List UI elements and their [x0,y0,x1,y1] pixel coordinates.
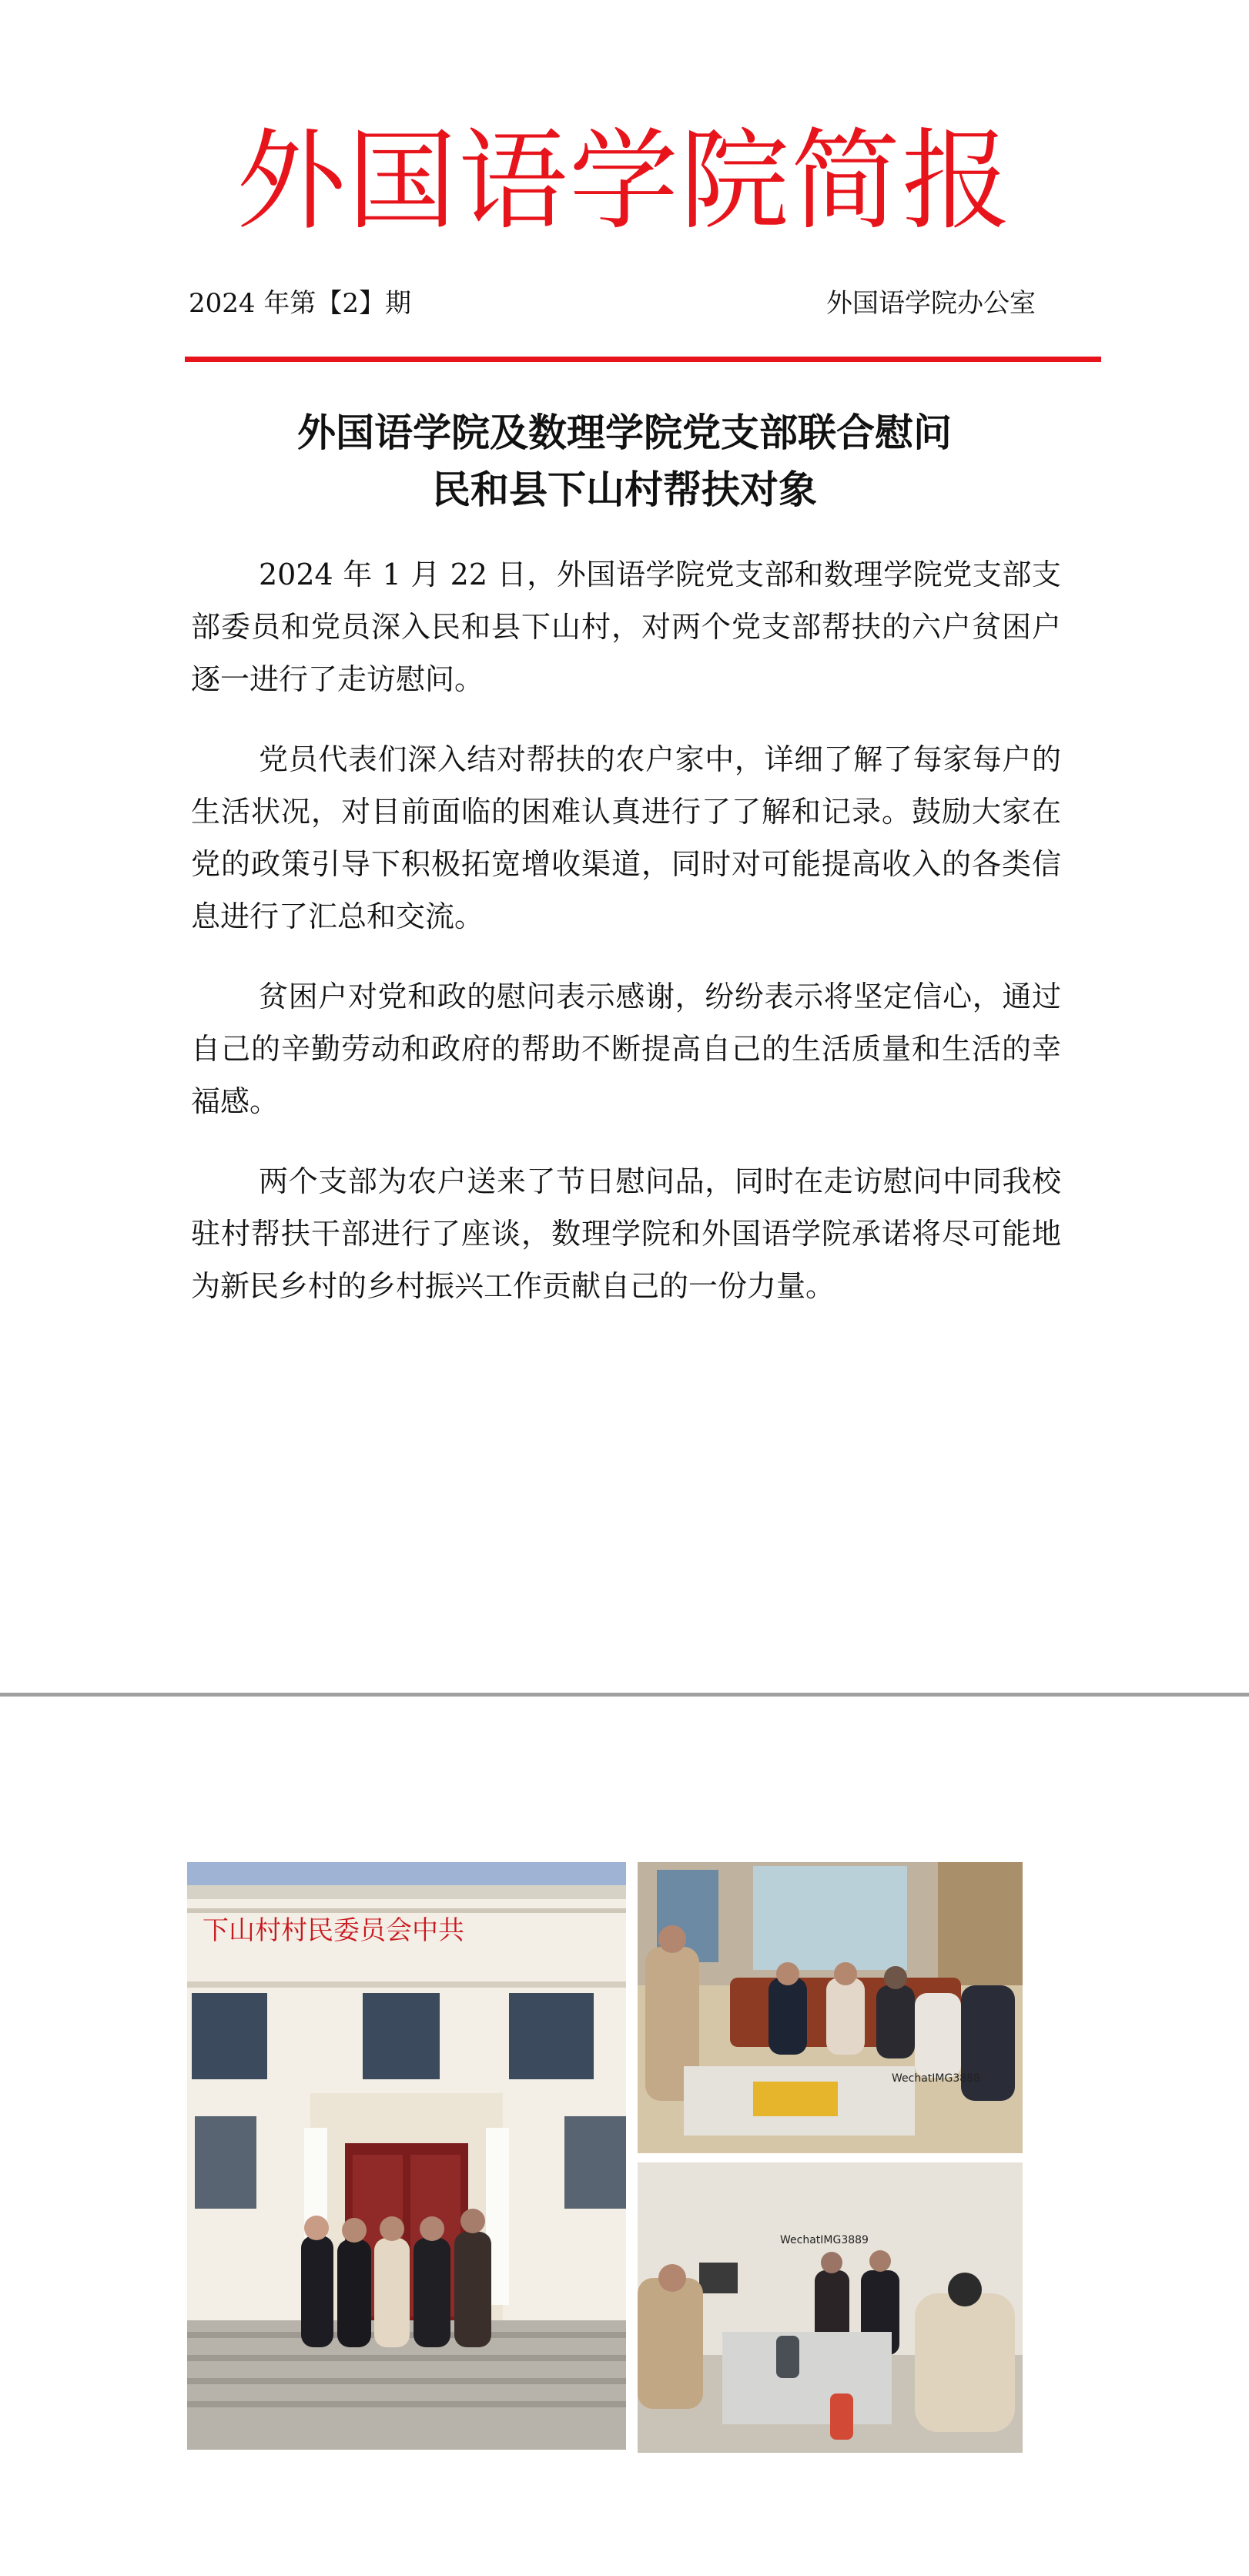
issue-number: 2024 年第【2】期 [189,288,411,319]
article-paragraph: 两个支部为农户送来了节日慰问品，同时在走访慰问中同我校驻村帮扶干部进行了座谈，数理学院和外国语学院承诺将尽可能地为新民乡村的乡村振兴工作贡献自己的一份力量。 [191,1164,1061,1303]
photo-watermark-2: WechatIMG3889 [780,2234,869,2246]
article-body [191,548,1061,1340]
article-title [185,404,1064,518]
building-sign-text: 下山村村民委员会中共 [203,1915,464,1946]
article-title-line2: 民和县下山村帮扶对象 [432,467,817,512]
bulletin-masthead: 外国语学院简报 [236,118,1013,245]
photo-watermark: WechatIMG3888 [892,2072,980,2085]
home-visit-photo [638,1862,1023,2153]
red-divider [185,357,1101,362]
article-paragraph: 贫困户对党和政的慰问表示感谢，纷纷表示将坚定信心，通过自己的辛勤劳动和政府的帮助不断提高自己的生活质量和生活的幸福感。 [191,980,1061,1118]
page-break [0,1693,1249,1697]
article-paragraph: 党员代表们深入结对帮扶的农户家中，详细了解了每家每户的生活状况，对目前面临的困难认真进行了了解和记录。鼓励大家在党的政策引导下积极拓宽增收渠道，同时对可能提高收入的各类信息进行了汇总和交流。 [191,742,1061,933]
article-paragraph: 2024 年 1 月 22 日，外国语学院党支部和数理学院党支部支部委员和党员深入民和县下山村，对两个党支部帮扶的六户贫困户逐一进行了走访慰问。 [191,558,1061,696]
village-office-photo [187,1862,626,2450]
article-title-line1: 外国语学院及数理学院党支部联合慰问 [297,410,952,455]
issuing-office: 外国语学院办公室 [826,288,1036,319]
home-visit-photo-2 [638,2162,1023,2453]
